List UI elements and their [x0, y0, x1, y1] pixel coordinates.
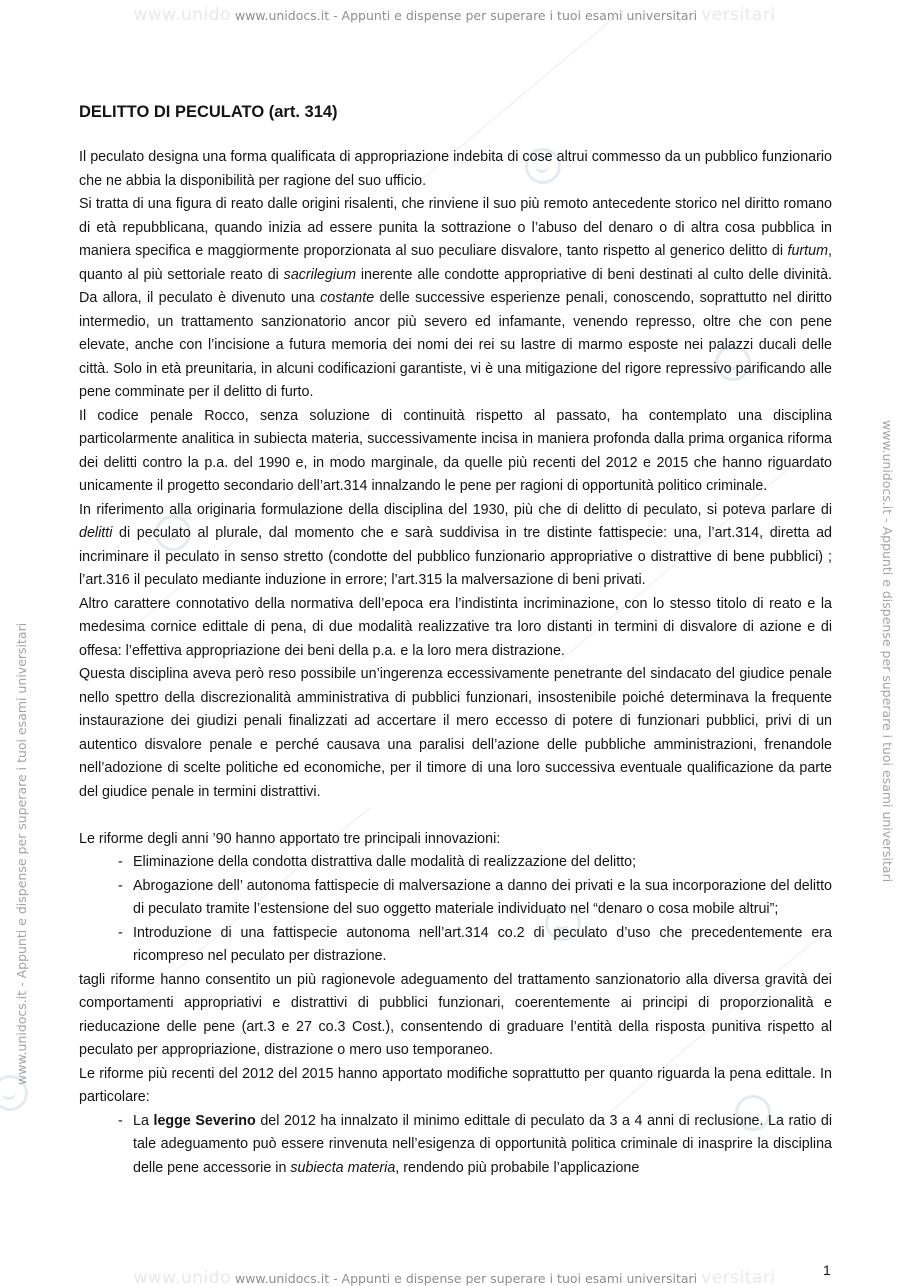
bold-term: legge Severino	[153, 1112, 256, 1129]
text-run: La	[133, 1112, 154, 1129]
list-dash: -	[118, 924, 123, 941]
paragraph-disciplina: Questa disciplina aveva però reso possibile un’ingerenza eccessivamente penetrante del sindacato del giudice penale nello spettro della discrezionalità amministrativa di pubblici funzionari, insostenibile poiché determinava la frequente instaurazione dei giudizi penali finalizzati ad accertare il mero eccesso di potere di funzionari pubblici, privi di un autentico disvalore penale e perché causava una paralisi dell’azione delle pubbliche amministrazioni, frenandole nell’adozione di scelte politiche ed economiche, per il timore di una loro successiva eventuale qualificazione da parte del giudice penale in termini distrattivi.	[79, 666, 832, 800]
footer-watermark	[0, 1268, 909, 1286]
italic-term: costante	[320, 290, 375, 306]
header-ghost-right: versitari	[701, 5, 776, 25]
text-run: del 2012 ha innalzato il minimo edittale di peculato da 3 a 4 anni di reclusione. La ratio di tale adeguamento può essere rinvenuta nell’esigenza di opportunità politica criminale di inasprire la disciplina delle pene accessorie in	[133, 1112, 832, 1176]
header-watermark	[0, 5, 909, 25]
text-run: , rendendo più probabile l’applicazione	[395, 1159, 640, 1176]
italic-term: sacrilegium	[283, 266, 356, 283]
italic-term: furtum	[787, 243, 829, 259]
side-watermark-right: www.unidocs.it - Appunti e dispense per superare i tuoi esami universitari	[880, 420, 895, 883]
text-run: In riferimento alla originaria formulazione della disciplina del 1930, più che di delitto di peculato, si poteva parlare di	[79, 501, 832, 518]
text-run: , quanto al più settoriale reato di	[79, 243, 832, 283]
paragraph-effetti: tagli riforme hanno consentito un più ragionevole adeguamento del trattamento sanzionatorio alla diversa gravità dei comportamenti appropriativi e distrattivi di pubblici funzionari, coerentemente ai principi di proporzionalità e rieducazione delle pene (art.3 e 27 co.3 Cost.), consentendo di graduare l’entità della risposta punitiva rispetto al peculato per appropriazione, distrazione o mero uso temporaneo.	[79, 971, 832, 1058]
list-dash: -	[118, 877, 123, 894]
text-run: di peculato al plurale, dal momento che e sarà suddivisa in tre distinte fattispecie: una, l’art.314, diretta ad incriminare il peculato in senso stretto (condotte del pubblico funzionario appropriative o distrattive di bene pubblici) ; l’art.316 il peculato mediante induzione in errore; l’art.315 la malversazione di beni privati.	[79, 525, 832, 588]
list-item-text: Abrogazione dell’ autonoma fattispecie di malversazione a danno dei privati e la sua incorporazione del delitto di peculato tramite l’estensione del suo oggetto materiale individuato nel “denaro o cosa mobile altrui”;	[133, 877, 832, 917]
recent-reforms-list	[79, 1110, 832, 1181]
paragraph-codice-rocco: Il codice penale Rocco, senza soluzione di continuità rispetto al passato, ha contemplato una disciplina particolarmente analitica in subiecta materia, successivamente incisa in maniera profonda dalla prima organica riforma dei delitti contro la p.a. del 1990 e, in modo marginale, da quelle più recenti del 2012 e 2015 che hanno riguardato unicamente il progetto secondario dell’art.314 innalzando le pene per ragioni di opportunità politico criminale.	[79, 407, 832, 494]
side-watermark-left: www.unidocs.it - Appunti e dispense per superare i tuoi esami universitari	[14, 622, 29, 1085]
list-dash: -	[118, 854, 123, 870]
paragraph-normativa: Altro carattere connotativo della normativa dell’epoca era l’indistinta incriminazione, con lo stesso titolo di reato e la medesima cornice edittale di pena, di due modalità realizzative tra loro distanti in termini di disvalore di azione e di offesa: l’effettiva appropriazione dei beni della p.a. e la loro mera distrazione.	[79, 595, 832, 659]
text-run: inerente alle condotte appropriative di beni destinati al culto delle divinità. Da allora, il peculato è divenuto una	[79, 266, 832, 306]
list-item	[79, 922, 832, 969]
header-watermark-text: www.unidocs.it - Appunti e dispense per superare i tuoi esami universitari	[234, 8, 698, 23]
italic-term: delitti	[79, 525, 113, 541]
footer-ghost-left: www.unido	[133, 1268, 231, 1286]
paragraph-history	[79, 193, 832, 405]
list-item	[79, 851, 832, 875]
list-item-text: Eliminazione della condotta distrattiva dalle modalità di realizzazione del delitto;	[133, 854, 637, 870]
text-run: delle successive esperienze penali, conoscendo, soprattutto nel diritto intermedio, un trattamento sanzionatorio ancor più severo ed infamante, venendo represso, oltre che con pene elevate, anche con l’incisione a futura memoria dei nomi dei rei su lastre di marmo esposte nei palazzi ducali delle città. Solo in età preunitaria, in alcuni codificazioni garantiste, vi è una mitigazione del rigore repressivo parificando alle pene comminate per il delitto di furto.	[79, 290, 832, 400]
text-run: Si tratta di una figura di reato dalle origini risalenti, che rinviene il suo più remoto antecedente storico nel diritto romano di età repubblicana, quando inizia ad essere punita la sottrazione o l’abuso del denaro o di altra cosa pubblica in maniera specifica e maggiormente proporzionata al suo peculiare disvalore, tanto rispetto al generico delitto di	[79, 196, 832, 259]
paragraph-definition: Il peculato designa una forma qualificata di appropriazione indebita di cose altrui commesso da un pubblico funzionario che ne abbia la disponibilità per ragione del suo ufficio.	[79, 149, 832, 189]
paragraph-gap	[79, 804, 832, 828]
list-item	[79, 1110, 832, 1181]
page-number: 1	[823, 1262, 831, 1278]
paragraph-1930	[79, 499, 832, 593]
paragraph-riforme-recenti: Le riforme più recenti del 2012 del 2015 hanno apportato modifiche soprattutto per quanto riguarda la pena edittale. In particolare:	[79, 1065, 832, 1105]
list-dash: -	[118, 1112, 123, 1129]
italic-term: subiecta materia	[290, 1159, 396, 1176]
paragraph-riforme-90: Le riforme degli anni ’90 hanno apportato tre principali innovazioni:	[79, 830, 501, 847]
list-item-text: Introduzione di una fattispecie autonoma nell’art.314 co.2 di peculato d’uso che precedentemente era ricompreso nel peculato per distrazione.	[133, 924, 832, 964]
document-body	[79, 100, 832, 1180]
footer-ghost-right: versitari	[701, 1268, 776, 1286]
document-title: DELITTO DI PECULATO (art. 314)	[79, 103, 338, 121]
footer-watermark-text: www.unidocs.it - Appunti e dispense per superare i tuoi esami universitari	[234, 1271, 698, 1286]
list-item	[79, 875, 832, 922]
innovations-list	[79, 851, 832, 969]
header-ghost-left: www.unido	[133, 5, 231, 25]
